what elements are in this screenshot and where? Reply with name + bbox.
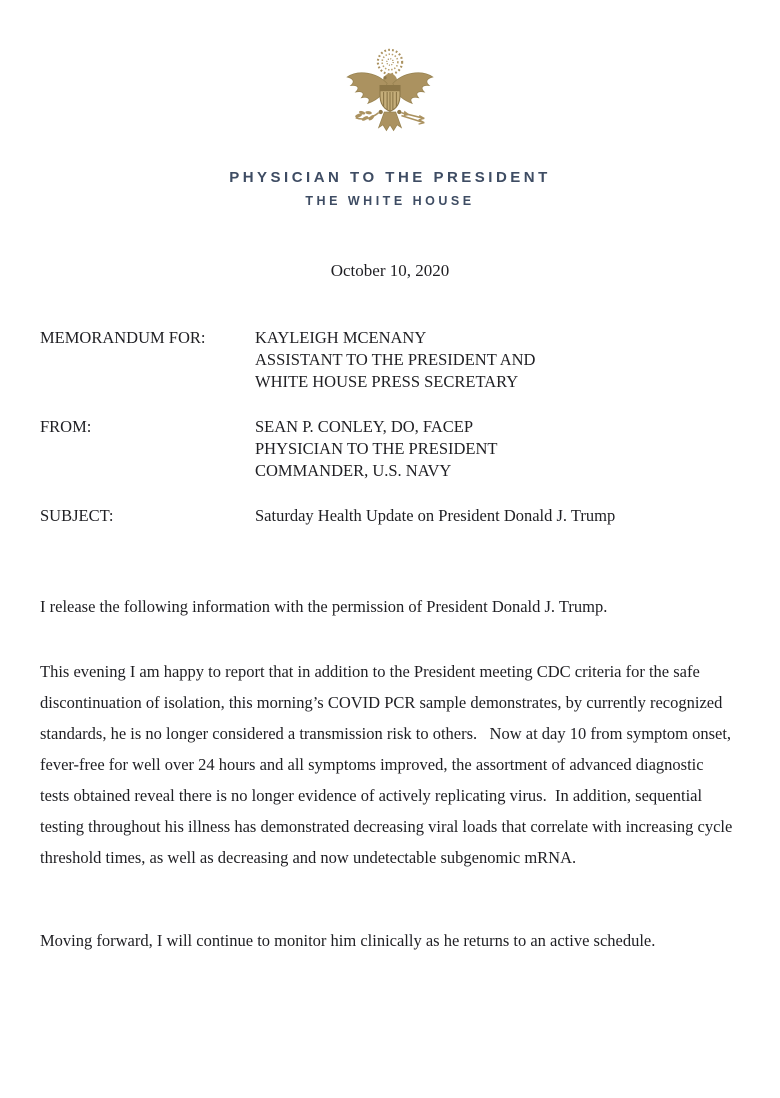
memo-field-value bbox=[255, 505, 615, 527]
body-paragraph-release: I release the following information with the permission of President Donald J. Trump. bbox=[40, 597, 608, 616]
body-paragraph-health-update: This evening I am happy to report that in addition to the President meeting CDC criteria for the safe discontinuation of isolation, this morning’s COVID PCR sample demonstrates, by currently recognized standards, he is no longer considered a transmission risk to others. Now at day 10 from symptom onset, fever-free for well over 24 hours and all symptoms improved, the assortment of advanced diagnostic tests obtained reveal there is no longer evidence of actively replicating virus. In addition, sequential testing throughout his illness has demonstrated decreasing viral loads that correlate with increasing cycle threshold times, as well as decreasing and now undetectable subgenomic mRNA. bbox=[40, 662, 737, 867]
memo-field-label: MEMORANDUM FOR: bbox=[40, 328, 206, 347]
memo-field-from bbox=[40, 416, 740, 482]
memo-body bbox=[40, 591, 735, 956]
memo-value-line: PHYSICIAN TO THE PRESIDENT bbox=[255, 439, 498, 458]
memo-value-line: COMMANDER, U.S. NAVY bbox=[255, 461, 452, 480]
memo-field-value bbox=[255, 327, 535, 393]
memo-value-line: SEAN P. CONLEY, DO, FACEP bbox=[255, 417, 474, 436]
presidential-eagle-seal-icon bbox=[340, 44, 440, 150]
letterhead-subtitle: THE WHITE HOUSE bbox=[305, 194, 475, 208]
memo-value-line: ASSISTANT TO THE PRESIDENT AND bbox=[255, 350, 536, 369]
memo-field-label: FROM: bbox=[40, 417, 92, 436]
letterhead-title: PHYSICIAN TO THE PRESIDENT bbox=[229, 169, 551, 186]
memo-header-block bbox=[40, 327, 740, 527]
memo-field-subject bbox=[40, 505, 740, 527]
memo-field-label: SUBJECT: bbox=[40, 506, 114, 525]
memo-value-line: Saturday Health Update on President Donald J. Trump bbox=[255, 506, 616, 525]
memo-value-line: WHITE HOUSE PRESS SECRETARY bbox=[255, 372, 519, 391]
memo-value-line: KAYLEIGH MCENANY bbox=[255, 328, 427, 347]
letterhead bbox=[0, 0, 780, 208]
eagle-seal-graphic bbox=[340, 44, 440, 150]
body-paragraph-closing: Moving forward, I will continue to monitor him clinically as he returns to an active schedule. bbox=[40, 931, 656, 950]
memo-field-memorandum-for bbox=[40, 327, 740, 393]
memo-field-value bbox=[255, 416, 497, 482]
memo-date: October 10, 2020 bbox=[330, 261, 450, 280]
